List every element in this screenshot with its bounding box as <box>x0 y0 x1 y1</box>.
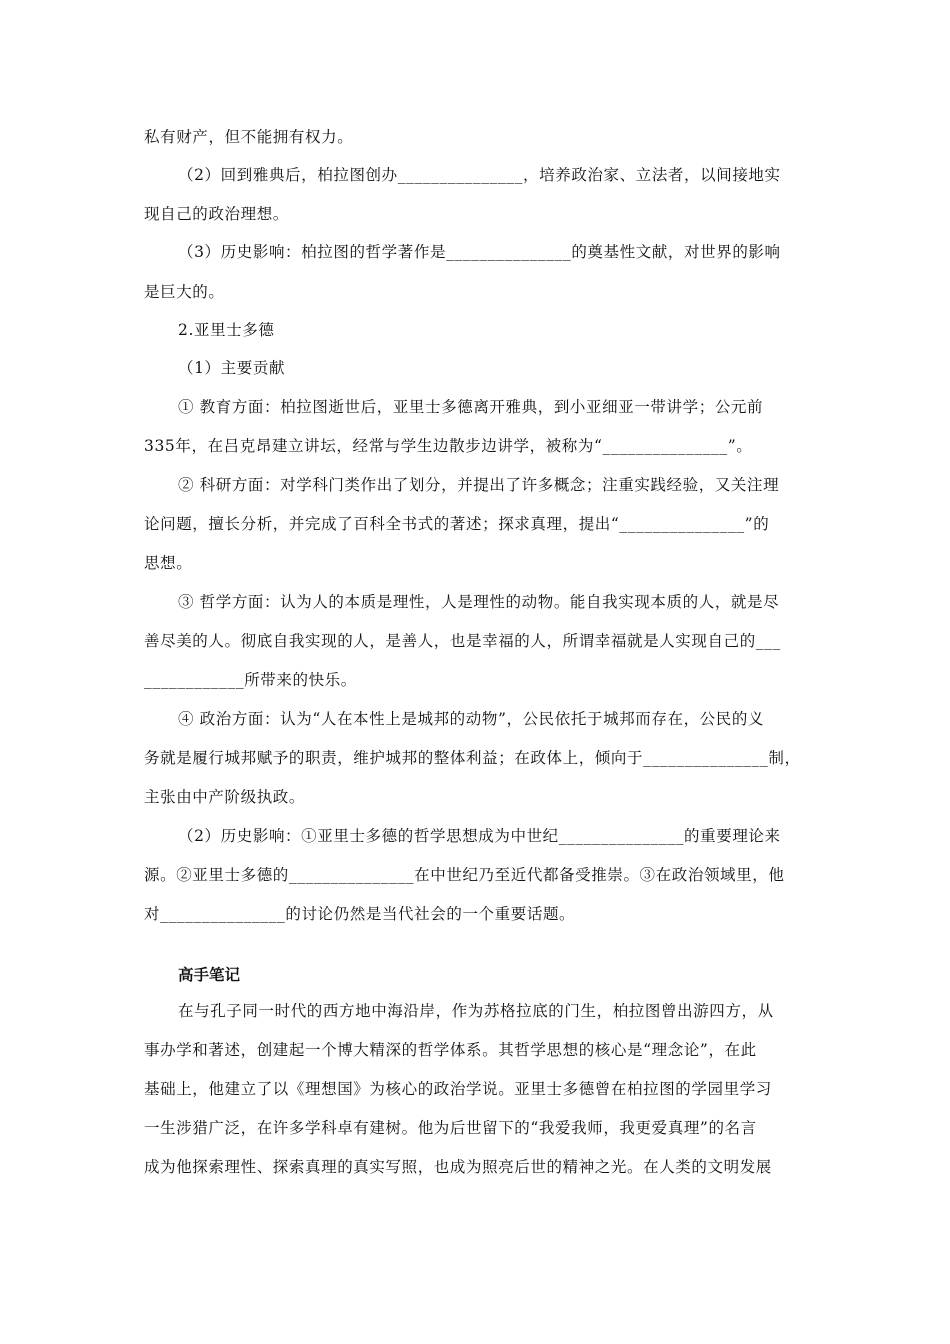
notes-line: 一生涉猎广泛，在许多学科卓有建树。他为后世留下的“我爱我师，我更爱真理”的名言 <box>144 1119 757 1137</box>
text-line: 335年，在吕克昂建立讲坛，经常与学生边散步边讲学，被称为“_______________”。 <box>144 437 753 455</box>
text-line: 源。②亚里士多德的_______________在中世纪乃至近代都备受推崇。③在政治领域里，他 <box>144 866 785 884</box>
text-line: ② 科研方面：对学科门类作出了划分，并提出了许多概念；注重实践经验，又关注理 <box>178 476 780 494</box>
text-line: 对_______________的讨论仍然是当代社会的一个重要话题。 <box>144 905 576 923</box>
notes-heading: 高手笔记 <box>178 966 241 984</box>
text-line: ① 教育方面：柏拉图逝世后，亚里士多德离开雅典，到小亚细亚一带讲学；公元前 <box>178 398 764 416</box>
notes-line: 成为他探索理性、探索真理的真实写照，也成为照亮后世的精神之光。在人类的文明发展 <box>144 1158 772 1176</box>
text-line: 是巨大的。 <box>144 283 225 301</box>
text-line: ____________所带来的快乐。 <box>144 671 357 689</box>
text-line: （3）历史影响：柏拉图的哲学著作是_______________的奠基性文献，对世界的影响 <box>178 243 781 261</box>
text-line: 现自己的政治理想。 <box>144 205 289 223</box>
section-heading: 2.亚里士多德 <box>178 321 275 339</box>
text-line: 私有财产，但不能拥有权力。 <box>144 128 354 146</box>
notes-line: 基础上，他建立了以《理想国》为核心的政治学说。亚里士多德曾在柏拉图的学园里学习 <box>144 1080 772 1098</box>
text-line: ③ 哲学方面：认为人的本质是理性，人是理性的动物。能自我实现本质的人，就是尽 <box>178 593 780 611</box>
text-line: 论问题，擅长分析，并完成了百科全书式的著述；探求真理，提出“_______________”的 <box>144 515 770 533</box>
notes-line: 在与孔子同一时代的西方地中海沿岸，作为苏格拉底的门生，柏拉图曾出游四方，从 <box>178 1002 774 1020</box>
text-line: 务就是履行城邦赋予的职责，维护城邦的整体利益；在政体上，倾向于_______________制， <box>144 749 801 767</box>
subsection-heading: （1）主要贡献 <box>178 359 286 377</box>
text-line: 善尽美的人。彻底自我实现的人，是善人，也是幸福的人，所谓幸福就是人实现自己的___ <box>144 632 781 650</box>
text-line: （2）回到雅典后，柏拉图创办_______________，培养政治家、立法者，以间接地实 <box>178 166 781 184</box>
text-line: 思想。 <box>144 554 193 572</box>
text-line: （2）历史影响：①亚里士多德的哲学思想成为中世纪_______________的重要理论来 <box>178 827 781 845</box>
text-line: ④ 政治方面：认为“人在本性上是城邦的动物”，公民依托于城邦而存在，公民的义 <box>178 710 765 728</box>
notes-line: 事办学和著述，创建起一个博大精深的哲学体系。其哲学思想的核心是“理念论”，在此 <box>144 1041 757 1059</box>
text-line: 主张由中产阶级执政。 <box>144 788 306 806</box>
